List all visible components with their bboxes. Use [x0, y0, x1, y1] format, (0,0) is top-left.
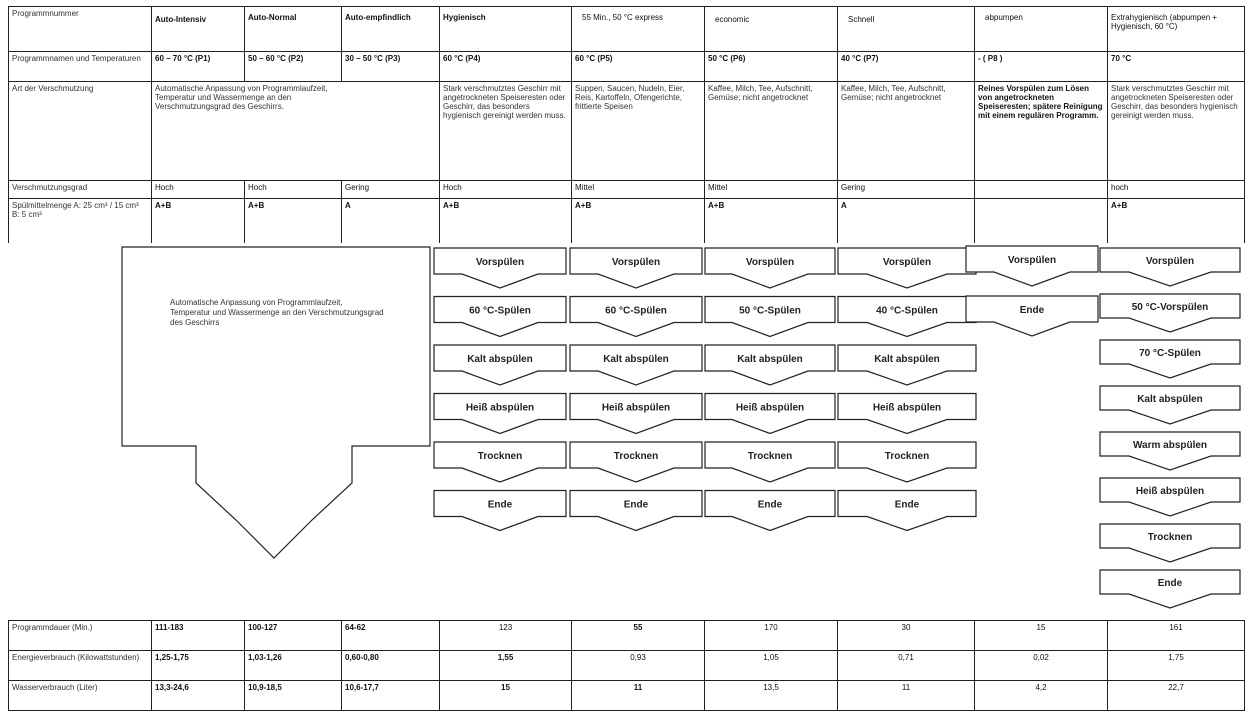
- program-header: Schnell: [838, 7, 975, 52]
- program-header: 55 Min., 50 °C express: [572, 7, 705, 52]
- step-label: Trocknen: [613, 451, 659, 462]
- step-label: 40 °C-Spülen: [876, 305, 938, 317]
- soiling-degree-cell: Gering: [838, 181, 975, 199]
- program-header: Auto-empfindlich: [342, 7, 440, 52]
- temperature-cell: 50 °C (P6): [705, 52, 838, 82]
- step-label: Heiß abspülen: [601, 402, 671, 414]
- step-arrow: [1100, 340, 1240, 378]
- step-label: Kalt abspülen: [467, 354, 533, 365]
- duration-cell: 111-183: [152, 621, 245, 651]
- duration-cell: 30: [838, 621, 975, 651]
- energy-cell: 1,05: [705, 651, 838, 681]
- energy-cell: 1,55: [440, 651, 572, 681]
- step-label: Trocknen: [477, 451, 523, 462]
- energy-cell: 0,71: [838, 651, 975, 681]
- program-header: Auto-Intensiv: [152, 7, 245, 52]
- step-label: Vorspülen: [611, 257, 661, 268]
- consumption-table: [8, 620, 1245, 711]
- temperature-cell: - ( P8 ): [975, 52, 1108, 82]
- soiling-degree-cell: Mittel: [705, 181, 838, 199]
- soiling-desc: Kaffee, Milch, Tee, Aufschnitt, Gemüse; nicht angetrocknet: [838, 82, 975, 181]
- step-arrow: [434, 248, 566, 288]
- step-label: 60 °C-Spülen: [605, 305, 667, 317]
- step-arrow: [705, 248, 835, 288]
- step-arrow: [1100, 524, 1240, 562]
- step-arrow: [966, 296, 1098, 336]
- step-label: Heiß abspülen: [735, 402, 805, 414]
- duration-cell: 15: [975, 621, 1108, 651]
- temperature-cell: 40 °C (P7): [838, 52, 975, 82]
- step-label: Warm abspülen: [1132, 440, 1208, 451]
- step-label: Heiß abspülen: [872, 402, 942, 414]
- soiling-degree-cell: Mittel: [572, 181, 705, 199]
- row-label-water: Wasserverbrauch (Liter): [9, 681, 152, 711]
- step-arrow: [838, 491, 976, 531]
- duration-cell: 64-62: [342, 621, 440, 651]
- detergent-cell: A+B: [572, 199, 705, 243]
- row-label-soiling-type: Art der Verschmutzung: [9, 82, 152, 181]
- water-cell: 15: [440, 681, 572, 711]
- step-label: Trocknen: [747, 451, 793, 462]
- soiling-degree-cell: Gering: [342, 181, 440, 199]
- water-cell: 22,7: [1108, 681, 1245, 711]
- step-arrow: [570, 442, 702, 482]
- step-label: Vorspülen: [882, 257, 932, 268]
- energy-cell: 0,60-0,80: [342, 651, 440, 681]
- step-label: Trocknen: [1147, 532, 1193, 543]
- detergent-cell: A+B: [440, 199, 572, 243]
- water-cell: 10,6-17,7: [342, 681, 440, 711]
- step-label: 70 °C-Spülen: [1139, 348, 1201, 359]
- step-label: Ende: [487, 499, 513, 511]
- step-arrow: [570, 394, 702, 434]
- auto-adjust-text-box: [170, 298, 385, 378]
- step-label: Vorspülen: [475, 257, 525, 268]
- step-label: 50 °C-Spülen: [739, 305, 801, 317]
- temperature-cell: 30 – 50 °C (P3): [342, 52, 440, 82]
- energy-cell: 1,25-1,75: [152, 651, 245, 681]
- soiling-desc: Suppen, Saucen, Nudeln, Eier, Reis, Kartoffeln, Ofengerichte, frittierte Speisen: [572, 82, 705, 181]
- energy-cell: 0,02: [975, 651, 1108, 681]
- auto-adjust-text: Automatische Anpassung von Programmlaufzeit, Temperatur und Wassermenge an den Verschmutzungsgrad des Geschirrs: [170, 298, 384, 327]
- step-arrow: [705, 491, 835, 531]
- row-label-detergent: Spülmittelmenge A: 25 cm³ / 15 cm³ B: 5 cm³: [9, 199, 152, 243]
- energy-cell: 1,03-1,26: [245, 651, 342, 681]
- row-label-program-number: Programmnummer: [9, 7, 152, 52]
- step-arrow: [966, 246, 1098, 286]
- detergent-cell: A: [342, 199, 440, 243]
- step-arrow: [705, 442, 835, 482]
- step-arrow: [1100, 248, 1240, 286]
- step-label: Kalt abspülen: [874, 354, 940, 365]
- duration-cell: 123: [440, 621, 572, 651]
- water-cell: 11: [838, 681, 975, 711]
- step-label: Heiß abspülen: [1135, 486, 1205, 497]
- temperature-cell: 60 – 70 °C (P1): [152, 52, 245, 82]
- step-arrow: [570, 297, 702, 337]
- step-arrow: [434, 394, 566, 434]
- soiling-desc: Stark verschmutztes Geschirr mit angetrockneten Speiseresten oder Geschirr, das besonders hygienisch gereinigt werden muss.: [1108, 82, 1245, 181]
- step-arrow: [1100, 478, 1240, 516]
- detergent-cell: A+B: [1108, 199, 1245, 243]
- soiling-degree-cell: Hoch: [245, 181, 342, 199]
- soiling-degree-cell: Hoch: [152, 181, 245, 199]
- soiling-desc: Kaffee, Milch, Tee, Aufschnitt, Gemüse; nicht angetrocknet: [705, 82, 838, 181]
- step-arrow: [434, 297, 566, 337]
- row-label-duration: Programmdauer (Min.): [9, 621, 152, 651]
- duration-cell: 170: [705, 621, 838, 651]
- soiling-auto-desc: Automatische Anpassung von Programmlaufzeit, Temperatur und Wassermenge an den Verschmutzungsgrad des Geschirrs.: [152, 82, 440, 181]
- step-arrow: [1100, 294, 1240, 332]
- step-arrow: [838, 345, 976, 385]
- row-label-soiling-degree: Verschmutzungsgrad: [9, 181, 152, 199]
- step-arrow: [570, 491, 702, 531]
- step-label: Heiß abspülen: [465, 402, 535, 414]
- water-cell: 4,2: [975, 681, 1108, 711]
- step-arrow: [838, 248, 976, 288]
- step-arrow: [1100, 570, 1240, 608]
- temperature-cell: 60 °C (P5): [572, 52, 705, 82]
- program-header: Auto-Normal: [245, 7, 342, 52]
- soiling-desc: Stark verschmutztes Geschirr mit angetrockneten Speiseresten oder Geschirr, das besonders hygienisch gereinigt werden muss.: [440, 82, 572, 181]
- step-arrow: [1100, 432, 1240, 470]
- step-arrow: [705, 297, 835, 337]
- step-label: Kalt abspülen: [737, 354, 803, 365]
- row-label-temperature: Programmnamen und Temperaturen: [9, 52, 152, 82]
- detergent-cell: A+B: [245, 199, 342, 243]
- detergent-cell: A+B: [705, 199, 838, 243]
- step-label: Vorspülen: [1145, 256, 1195, 267]
- water-cell: 10,9-18,5: [245, 681, 342, 711]
- step-arrow: [838, 442, 976, 482]
- step-arrow: [570, 345, 702, 385]
- duration-cell: 161: [1108, 621, 1245, 651]
- step-label: Ende: [894, 499, 920, 511]
- step-label: Ende: [757, 499, 783, 511]
- step-label: Vorspülen: [1007, 255, 1057, 266]
- step-label: Ende: [623, 499, 649, 511]
- row-label-energy: Energieverbrauch (Kilowattstunden): [9, 651, 152, 681]
- step-label: Vorspülen: [745, 257, 795, 268]
- step-label: Trocknen: [884, 451, 930, 462]
- step-label: Kalt abspülen: [1137, 394, 1203, 405]
- program-header: economic: [705, 7, 838, 52]
- step-arrow: [838, 394, 976, 434]
- water-cell: 11: [572, 681, 705, 711]
- program-header: Extrahygienisch (abpumpen + Hygienisch, 60 °C): [1108, 7, 1245, 52]
- step-label: Ende: [1157, 578, 1183, 589]
- water-cell: 13,3-24,6: [152, 681, 245, 711]
- soiling-degree-cell: hoch: [1108, 181, 1245, 199]
- program-header: Hygienisch: [440, 7, 572, 52]
- step-arrow: [434, 491, 566, 531]
- step-label: Kalt abspülen: [603, 354, 669, 365]
- temperature-cell: 70 °C: [1108, 52, 1245, 82]
- step-label: 50 °C-Vorspülen: [1131, 302, 1209, 313]
- water-cell: 13,5: [705, 681, 838, 711]
- detergent-cell: A: [838, 199, 975, 243]
- energy-cell: 1,75: [1108, 651, 1245, 681]
- program-header: abpumpen: [975, 7, 1108, 52]
- duration-cell: 100-127: [245, 621, 342, 651]
- detergent-cell: A+B: [152, 199, 245, 243]
- step-label: Ende: [1019, 305, 1045, 316]
- energy-cell: 0,93: [572, 651, 705, 681]
- soiling-desc: Reines Vorspülen zum Lösen von angetrockneten Speiseresten; spätere Reinigung mit einem regulären Programm.: [975, 82, 1108, 181]
- step-arrow: [570, 248, 702, 288]
- step-label: 60 °C-Spülen: [469, 305, 531, 317]
- step-arrow: [705, 394, 835, 434]
- step-arrow: [838, 297, 976, 337]
- step-arrow: [1100, 386, 1240, 424]
- duration-cell: 55: [572, 621, 705, 651]
- step-arrow: [434, 345, 566, 385]
- step-arrow: [705, 345, 835, 385]
- temperature-cell: 50 – 60 °C (P2): [245, 52, 342, 82]
- auto-adjust-arrow: [122, 247, 430, 558]
- soiling-degree-cell: Hoch: [440, 181, 572, 199]
- step-arrow: [434, 442, 566, 482]
- temperature-cell: 60 °C (P4): [440, 52, 572, 82]
